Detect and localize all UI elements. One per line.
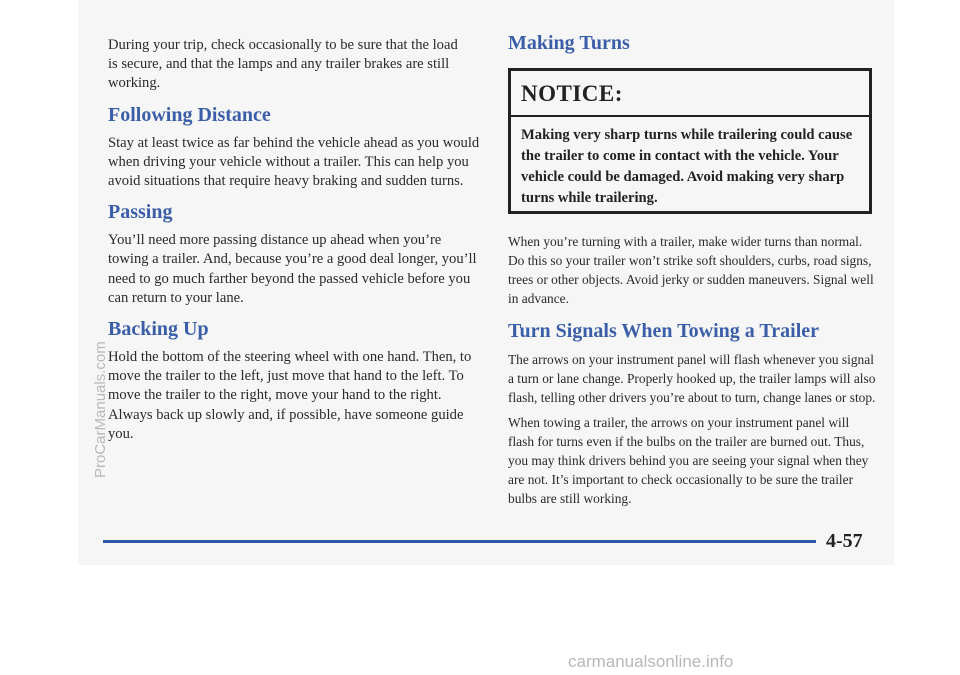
following-distance-text: Stay at least twice as far behind the vehicle ahead as you would when driving your vehicle without a trailer. This can help you avoid situations that require heavy braking and sudden turns. xyxy=(108,134,480,190)
turn-signals-text-1: The arrows on your instrument panel will flash whenever you signal a turn or lane change. Properly hooked up, the trailer lamps will also flash, telling other drivers you’re about to turn, change lanes or stop. xyxy=(508,352,876,405)
side-watermark: ProCarManuals.com xyxy=(92,341,109,478)
notice-box xyxy=(508,68,872,214)
notice-label: NOTICE: xyxy=(511,71,869,117)
backing-up-heading: Backing Up xyxy=(108,318,209,341)
page-number: 4-57 xyxy=(826,530,863,552)
turn-signals-heading: Turn Signals When Towing a Trailer xyxy=(508,320,820,342)
right-column-body xyxy=(508,232,876,508)
intro-paragraph: During your trip, check occasionally to be sure that the load is secure, and that the lamps and any trailer brakes are still working. xyxy=(108,37,458,92)
backing-up-text: Hold the bottom of the steering wheel with one hand. Then, to move the trailer to the left, just move that hand to the left. To move the trailer to the right, move your hand to the right. Always back up slowly and, if possible, have someone guide you. xyxy=(108,349,472,442)
making-turns-heading: Making Turns xyxy=(508,32,630,54)
left-column xyxy=(108,36,480,444)
making-turns-text: When you’re turning with a trailer, make wider turns than normal. Do this so your trailer won’t strike soft shoulders, curbs, road signs, trees or other objects. Avoid jerky or sudden maneuvers. Signal well in advance. xyxy=(508,234,874,306)
footer-rule xyxy=(103,540,816,543)
passing-text: You’ll need more passing distance up ahead when you’re towing a trailer. And, because you’re a good deal longer, you’ll need to go much farther beyond the passed vehicle before you can return to your lane. xyxy=(108,232,477,306)
bottom-watermark: carmanualsonline.info xyxy=(568,652,734,671)
right-column-top xyxy=(508,30,878,56)
notice-text: Making very sharp turns while trailering could cause the trailer to come in contact with the vehicle. Your vehicle could be damaged. Avoid making very sharp turns while trailering. xyxy=(521,127,853,206)
following-distance-heading: Following Distance xyxy=(108,103,271,126)
passing-heading: Passing xyxy=(108,201,173,224)
turn-signals-text-2: When towing a trailer, the arrows on your instrument panel will flash for turns even if the bulbs on the trailer are burned out. Thus, you may think drivers behind you are seeing your signal when they are not. It’s important to check occasionally to be sure the trailer bulbs are still working. xyxy=(508,415,869,506)
